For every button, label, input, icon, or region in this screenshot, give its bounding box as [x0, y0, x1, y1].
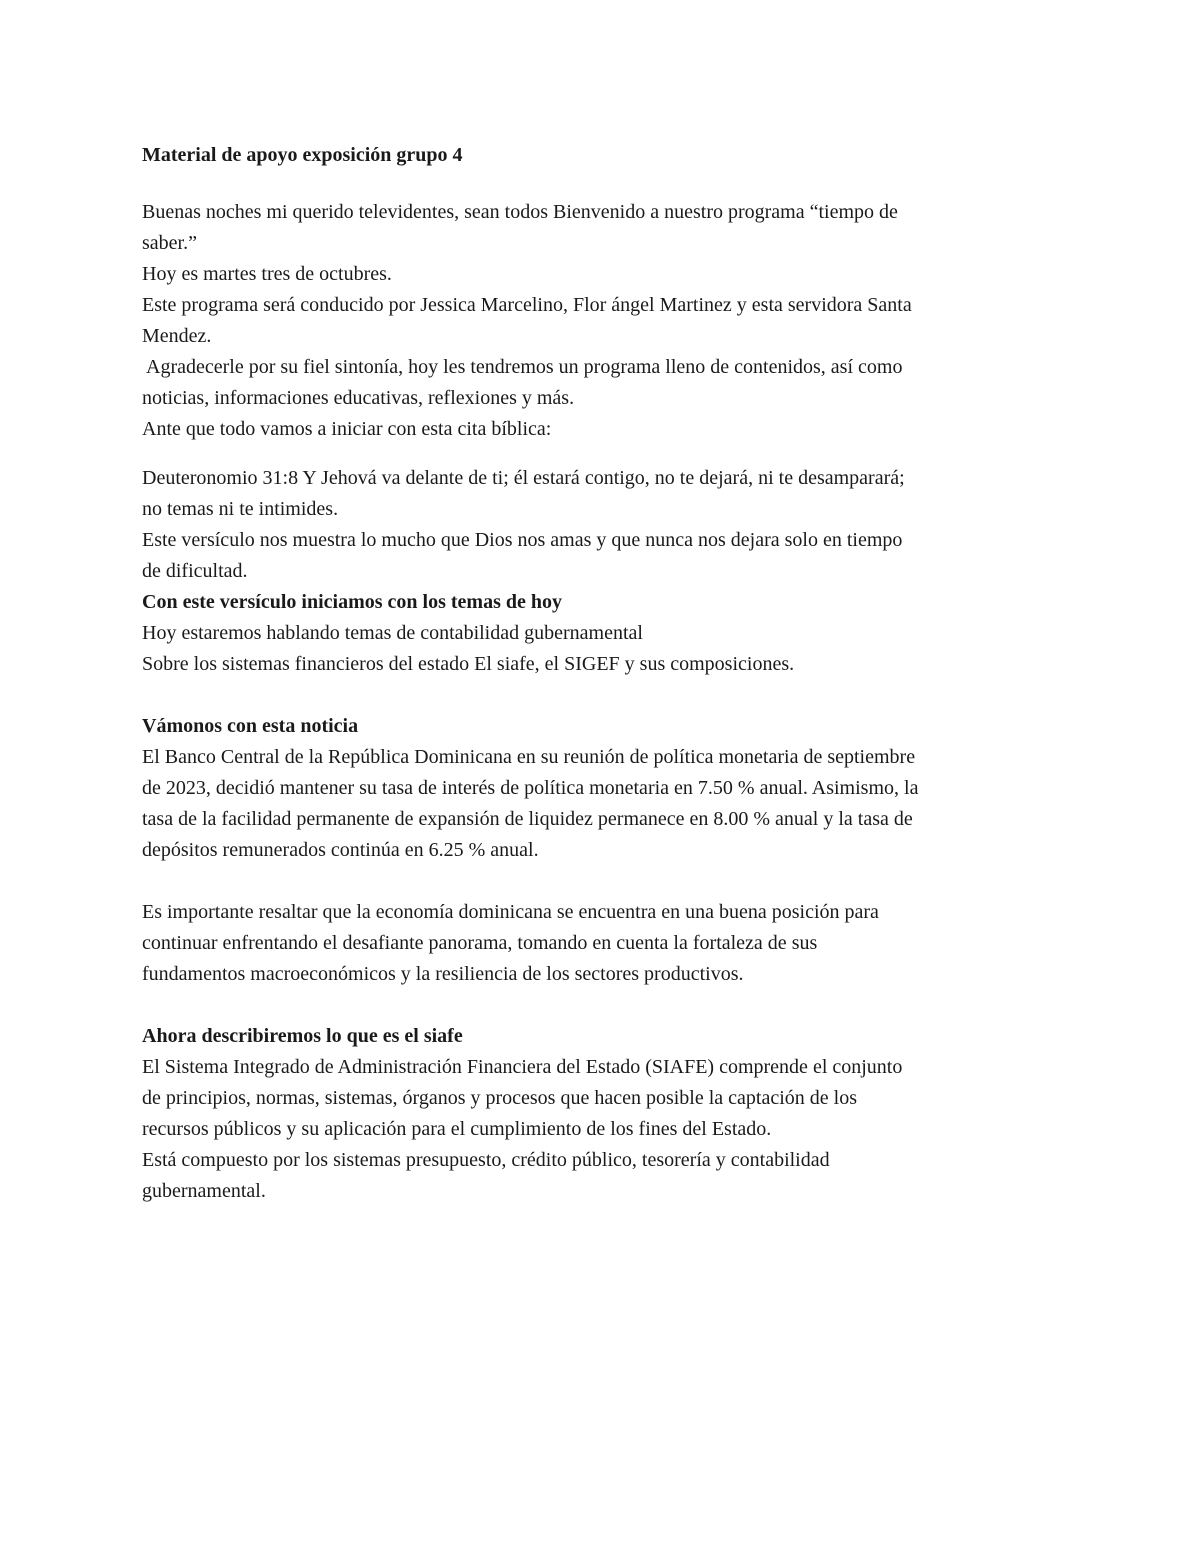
- intro-line: Este programa será conducido por Jessica Marcelino, Flor ángel Martinez y esta servidora Santa: [142, 294, 912, 316]
- verse-line: de dificultad.: [142, 560, 248, 582]
- siafe-section: [142, 1021, 1072, 1207]
- news-line: de 2023, decidió mantener su tasa de interés de política monetaria en 7.50 % anual. Asimismo, la: [142, 777, 919, 799]
- intro-line: noticias, informaciones educativas, reflexiones y más.: [142, 387, 575, 409]
- document-title: Material de apoyo exposición grupo 4: [142, 144, 463, 166]
- intro-line: saber.”: [142, 232, 197, 254]
- topics-section: [142, 587, 1072, 680]
- news-line: depósitos remunerados continúa en 6.25 % anual.: [142, 839, 539, 861]
- topics-line: Hoy estaremos hablando temas de contabilidad gubernamental: [142, 622, 643, 644]
- document-page: [142, 140, 1072, 1207]
- news-line: El Banco Central de la República Dominicana en su reunión de política monetaria de septiembre: [142, 746, 916, 768]
- siafe-heading: Ahora describiremos lo que es el siafe: [142, 1025, 463, 1047]
- siafe-line: El Sistema Integrado de Administración Financiera del Estado (SIAFE) comprende el conjunto: [142, 1056, 903, 1078]
- verse-line: Este versículo nos muestra lo mucho que Dios nos amas y que nunca nos dejara solo en tiempo: [142, 529, 903, 551]
- news-section: [142, 711, 1072, 866]
- intro-paragraph: [142, 197, 1072, 445]
- siafe-line: Está compuesto por los sistemas presupuesto, crédito público, tesorería y contabilidad: [142, 1149, 830, 1171]
- news-heading: Vámonos con esta noticia: [142, 715, 359, 737]
- siafe-line: de principios, normas, sistemas, órganos y procesos que hacen posible la captación de los: [142, 1087, 858, 1109]
- economy-line: fundamentos macroeconómicos y la resiliencia de los sectores productivos.: [142, 963, 744, 985]
- intro-line: Buenas noches mi querido televidentes, sean todos Bienvenido a nuestro programa “tiempo de: [142, 201, 898, 223]
- verse-paragraph: [142, 463, 1072, 587]
- economy-line: Es importante resaltar que la economía dominicana se encuentra en una buena posición para: [142, 901, 879, 923]
- topics-line: Sobre los sistemas financieros del estado El siafe, el SIGEF y sus composiciones.: [142, 653, 795, 675]
- siafe-line: recursos públicos y su aplicación para el cumplimiento de los fines del Estado.: [142, 1118, 772, 1140]
- intro-line: Agradecerle por su fiel sintonía, hoy les tendremos un programa lleno de contenidos, así como: [146, 356, 903, 378]
- news-line: tasa de la facilidad permanente de expansión de liquidez permanece en 8.00 % anual y la tasa de: [142, 808, 913, 830]
- intro-line: Hoy es martes tres de octubres.: [142, 263, 392, 285]
- siafe-line: gubernamental.: [142, 1180, 266, 1202]
- economy-paragraph: [142, 897, 1072, 990]
- intro-line: Ante que todo vamos a iniciar con esta cita bíblica:: [142, 418, 552, 440]
- economy-line: continuar enfrentando el desafiante panorama, tomando en cuenta la fortaleza de sus: [142, 932, 818, 954]
- verse-line: Deuteronomio 31:8 Y Jehová va delante de ti; él estará contigo, no te dejará, ni te desamparará;: [142, 467, 905, 489]
- verse-line: no temas ni te intimides.: [142, 498, 339, 520]
- topics-heading: Con este versículo iniciamos con los temas de hoy: [142, 591, 562, 613]
- intro-line: Mendez.: [142, 325, 212, 347]
